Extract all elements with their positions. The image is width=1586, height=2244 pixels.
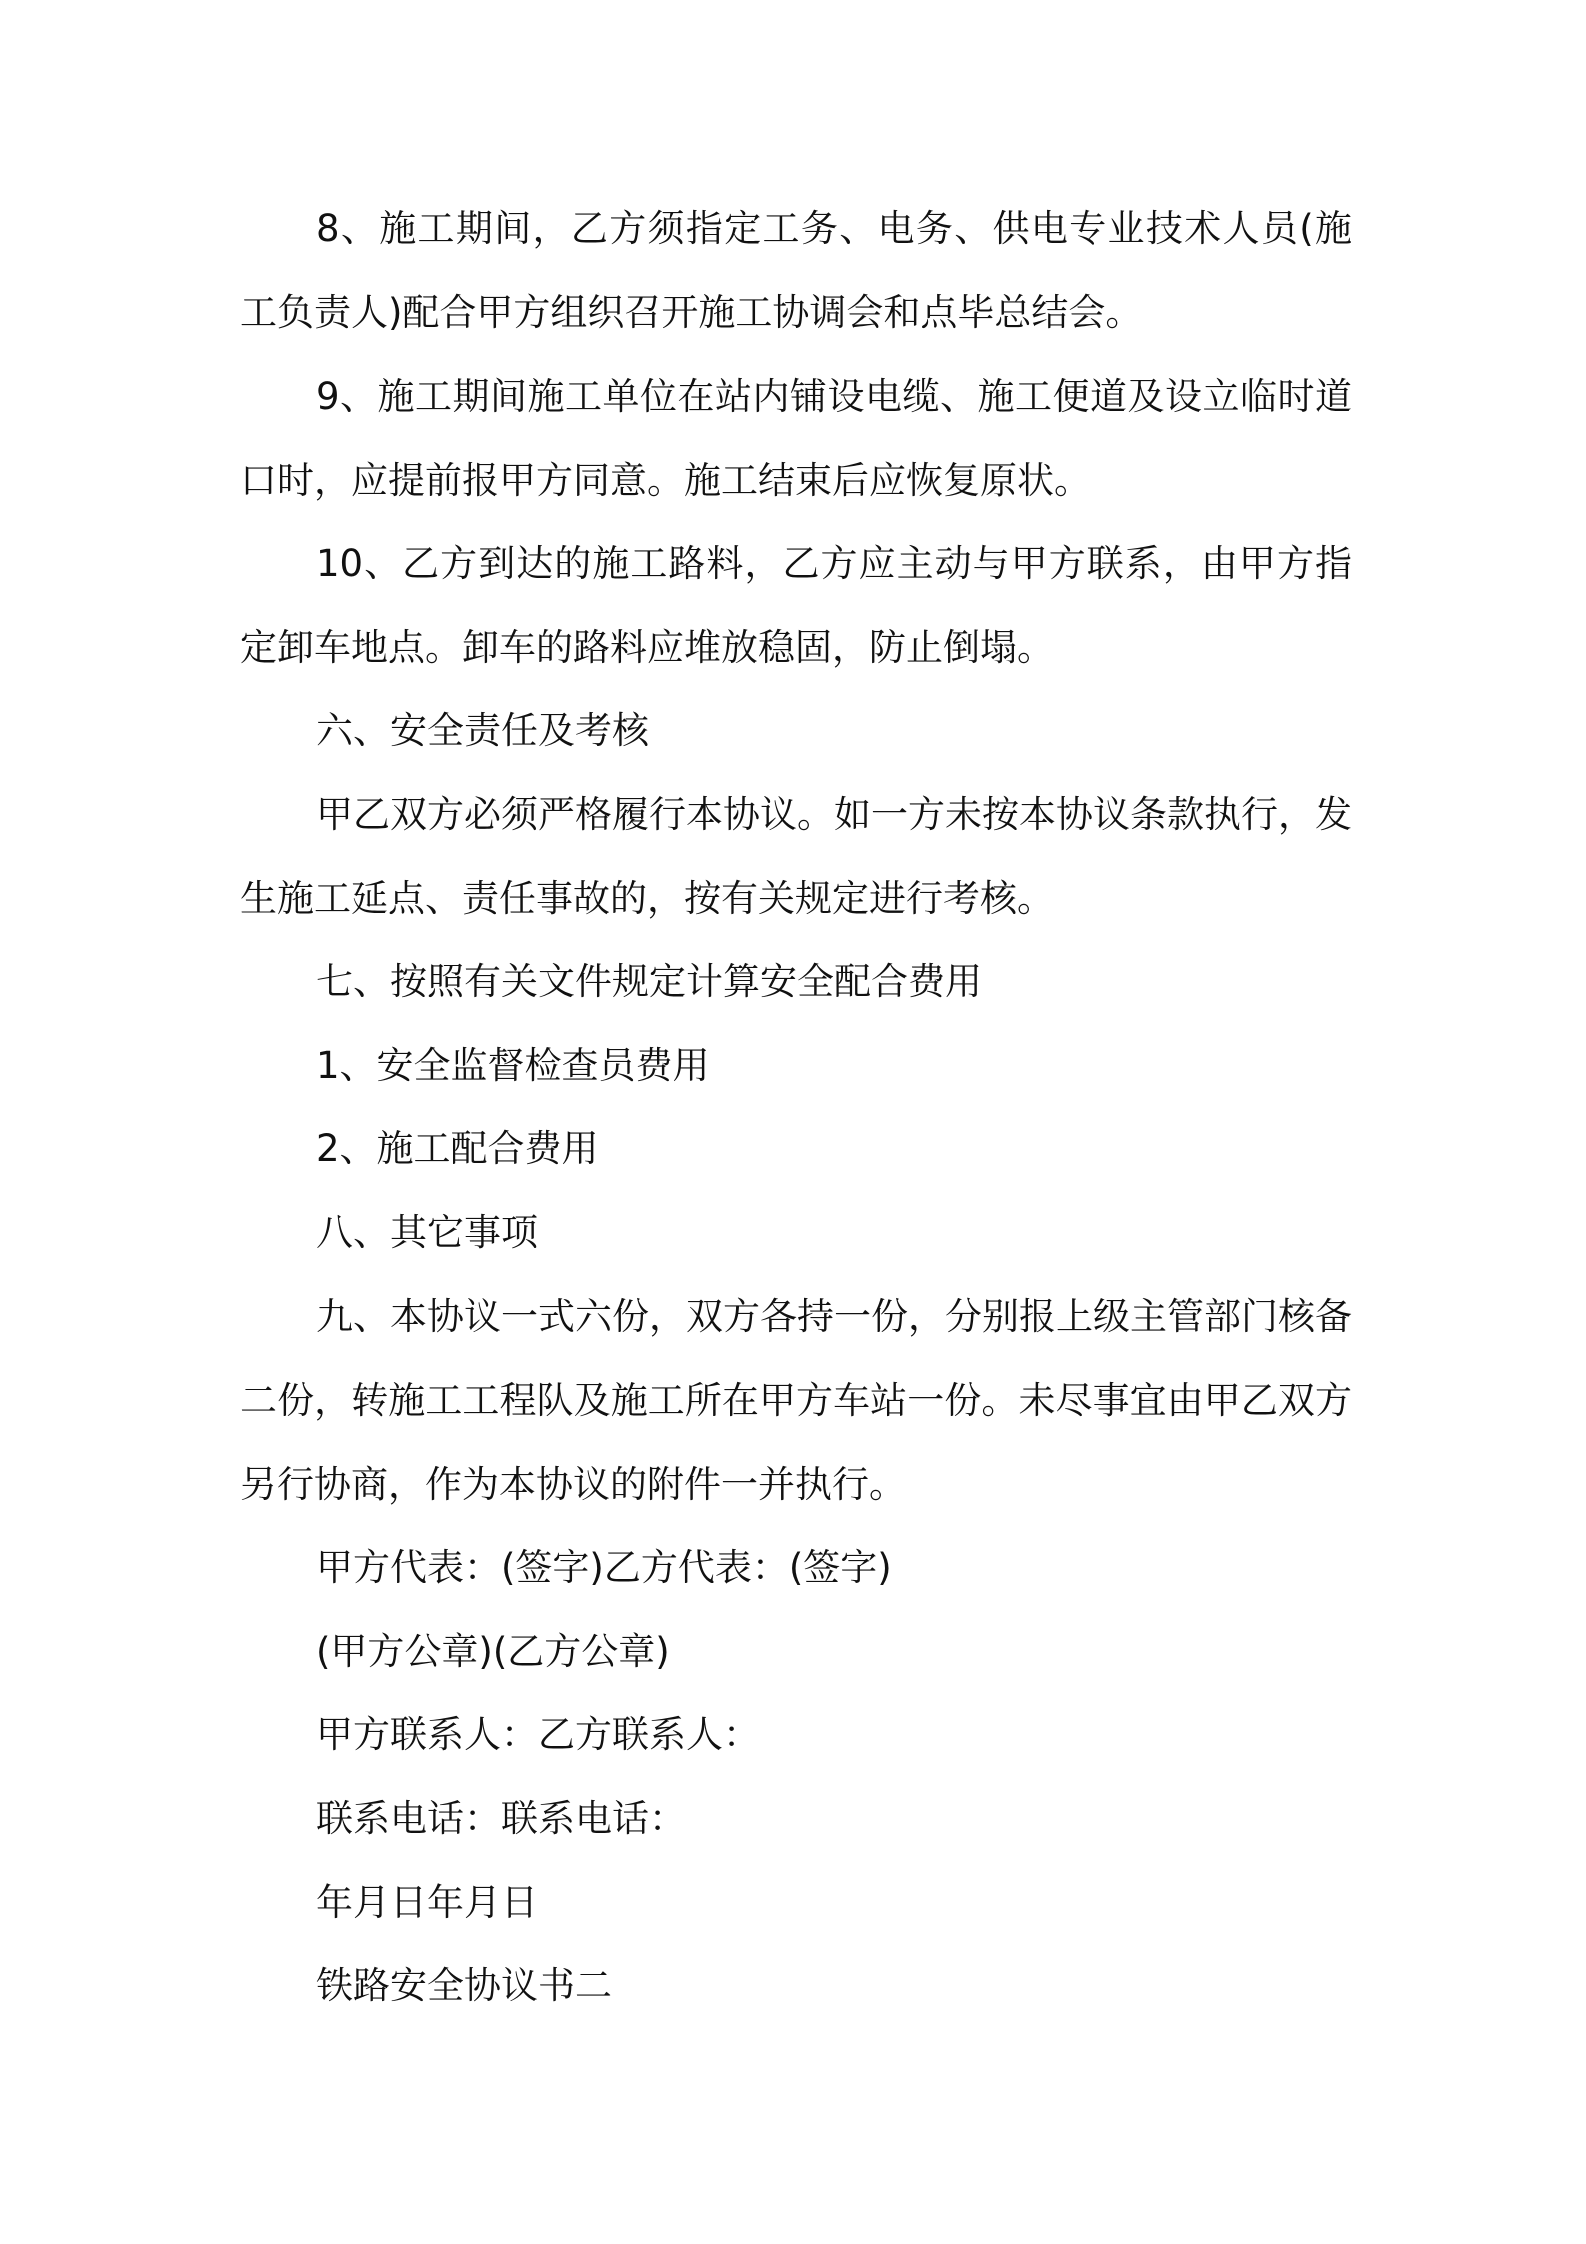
next-document-title: 铁路安全协议书二 xyxy=(316,1964,612,2007)
list-item-fee-2: 2、施工配合费用 xyxy=(316,1127,599,1170)
list-item-fee-1: 1、安全监督检查员费用 xyxy=(316,1044,710,1087)
paragraph-clause-10: 10、乙方到达的施工路料，乙方应主动与甲方联系，由甲方指定卸车地点。卸车的路料应堆放稳固，防止倒塌。 xyxy=(240,542,1352,669)
signature-representatives: 甲方代表：(签字)乙方代表：(签字) xyxy=(316,1546,892,1589)
section-heading-6: 六、安全责任及考核 xyxy=(316,709,649,752)
section-heading-7: 七、按照有关文件规定计算安全配合费用 xyxy=(316,960,982,1003)
section-heading-8: 八、其它事项 xyxy=(316,1211,538,1254)
paragraph-clause-9: 9、施工期间施工单位在站内铺设电缆、施工便道及设立临时道口时，应提前报甲方同意。施工结束后应恢复原状。 xyxy=(240,375,1352,502)
official-seals: (甲方公章)(乙方公章) xyxy=(316,1630,670,1673)
paragraph-clause-8: 8、施工期间，乙方须指定工务、电务、供电专业技术人员(施工负责人)配合甲方组织召开施工协调会和点毕总结会。 xyxy=(240,207,1352,334)
paragraph-section-6-body: 甲乙双方必须严格履行本协议。如一方未按本协议条款执行，发生施工延点、责任事故的，按有关规定进行考核。 xyxy=(240,793,1352,920)
section-9-body: 九、本协议一式六份，双方各持一份，分别报上级主管部门核备二份，转施工工程队及施工所在甲方车站一份。未尽事宜由甲乙双方另行协商，作为本协议的附件一并执行。 xyxy=(240,1295,1352,1506)
signing-dates: 年月日年月日 xyxy=(316,1881,538,1924)
contact-phones: 联系电话：联系电话： xyxy=(316,1797,686,1840)
contact-persons: 甲方联系人：乙方联系人： xyxy=(316,1713,760,1756)
